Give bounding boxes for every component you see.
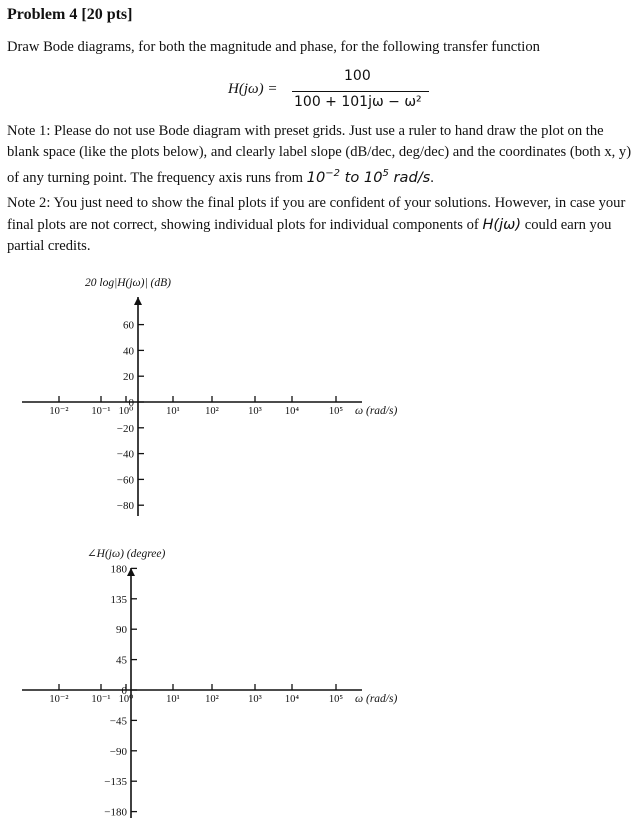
note-1-end: . (430, 169, 434, 186)
x-tick-label: 10⁻² (49, 694, 69, 705)
y-tick-label: −45 (109, 715, 127, 728)
range-from: 10 (306, 168, 326, 186)
x-tick-label: 10⁻¹ (91, 406, 111, 417)
range-from-exp: −2 (325, 168, 340, 179)
note-2-func: H(jω) (482, 216, 522, 233)
x-tick-label: 10⁴ (284, 406, 300, 417)
x-tick-label: 10² (205, 406, 219, 417)
intro-text: Draw Bode diagrams, for both the magnitude and phase, for the following transfer function (7, 39, 540, 55)
x-tick-label: 10⁰ (118, 406, 134, 417)
y-tick-label: −135 (104, 776, 127, 789)
range-unit: rad/s (388, 168, 431, 186)
y-tick-label: 45 (116, 654, 127, 667)
y-tick-label: 0 (128, 397, 134, 409)
y-tick-label: −90 (109, 745, 127, 758)
y-tick-label: −40 (116, 448, 134, 461)
x-tick-label: 10¹ (166, 406, 180, 417)
equation-denominator: 100 + 101jω − ω² (294, 94, 422, 110)
y-axis-arrow (127, 568, 135, 576)
y-tick-label: −80 (116, 500, 134, 513)
range-to-exp: 5 (382, 168, 389, 179)
y-tick-label: −180 (104, 806, 127, 819)
x-tick-label: 10⁵ (328, 694, 344, 705)
x-tick-label: 10³ (248, 694, 262, 705)
x-tick-label: 10² (205, 694, 219, 705)
y-tick-label: 135 (110, 593, 127, 606)
equation-numerator: 100 (344, 68, 371, 84)
range-to-word: to (339, 168, 364, 186)
y-tick-label: 0 (121, 685, 127, 697)
y-tick-label: 90 (116, 624, 127, 637)
y-axis-title: 20 log|H(jω)| (dB) (85, 277, 171, 289)
x-axis-label: ω (rad/s) (355, 405, 398, 417)
y-tick-label: 60 (123, 319, 134, 332)
note-1-text: Note 1: Please do not use Bode diagram with preset grids. Just use a ruler to hand draw the plot on the blank space (like the plots below), and clearly label slope (dB/dec, deg/dec) and the coordinates (both x, y) of any turning point. The frequency axis runs from (7, 123, 632, 186)
note-2-text: Note 2: You just need to show the final plots if you are confident of your solutions. However, in case your final plots are not correct, showing individual plots for individual components of (7, 195, 626, 233)
y-axis-title: ∠H(jω) (degree) (87, 548, 166, 560)
x-tick-label: 10⁴ (284, 694, 300, 705)
x-tick-label: 10³ (248, 406, 262, 417)
x-tick-label: 10⁻¹ (91, 694, 111, 705)
note-2-tail: could earn you partial credits. (7, 217, 612, 254)
x-tick-label: 10¹ (166, 694, 180, 705)
x-tick-label: 10⁻² (49, 406, 69, 417)
range-to: 10 (363, 168, 383, 186)
x-tick-label: 10⁰ (118, 694, 134, 705)
x-tick-label: 10⁵ (328, 406, 344, 417)
y-axis-arrow (134, 297, 142, 305)
y-tick-label: 40 (123, 345, 134, 358)
y-tick-label: 180 (110, 563, 127, 576)
y-tick-label: −60 (116, 474, 134, 487)
equation-lhs: H(jω) = (228, 81, 278, 97)
y-tick-label: −20 (116, 422, 134, 435)
x-axis-label: ω (rad/s) (355, 693, 398, 705)
problem-title: Problem 4 [20 pts] (7, 6, 133, 23)
y-tick-label: 20 (123, 371, 134, 384)
